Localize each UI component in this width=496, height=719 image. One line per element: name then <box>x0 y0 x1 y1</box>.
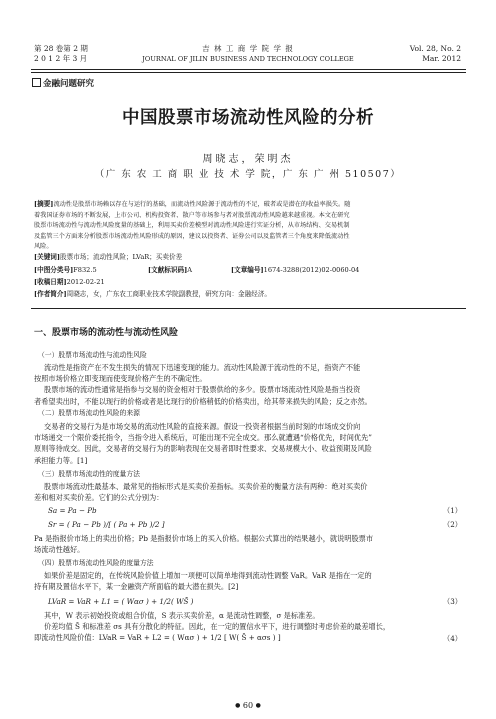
equation-number: （4） <box>443 634 462 643</box>
received-value: 2012-02-21 <box>66 278 105 286</box>
abstract-line: 及监管三个方面来分析股票市场流动性风险形成的原因，建议以投资者、证券公司以及监管者三个角度来降低流动性 <box>34 232 350 240</box>
text-line: 者希望卖出时，不能以现行的价格或者是比现行的价格稍低的价格卖出，给其带来损失的风险；反之亦然。 <box>34 396 372 406</box>
body-paragraph <box>34 481 464 503</box>
body-paragraph <box>34 610 464 644</box>
equation-number: （1） <box>443 506 462 515</box>
abstract-divider <box>31 308 466 309</box>
body-paragraph <box>34 421 464 466</box>
text-line: 其中，W 表示初始投资或组合价值，S 表示买卖价差，α 是流动性调整，σ 是标准差。 <box>44 611 320 620</box>
author-bio-label: [作者简介] <box>34 290 67 298</box>
abstract-line: 股票市场流动性与流动性风险度量的基础上，利用买卖价差模型对流动性风险进行实证分析，从市场结构、交易机制 <box>34 222 350 230</box>
abstract-line: 流动性是股票市场赖以存在与运行的基础，而流动性风险源于流动性的不足，破者或是潜在的收益率损失。随 <box>53 201 351 208</box>
body-paragraph <box>34 570 464 592</box>
text-line: 场流动性越好。 <box>34 545 85 555</box>
section-label-text: 金融问题研究 <box>43 79 95 89</box>
clc-value: F832.5 <box>73 266 97 274</box>
header-rule-thin <box>31 72 466 73</box>
text-line: 差和相对买卖价差。它们的公式分别为： <box>34 493 164 503</box>
article-number <box>231 265 359 276</box>
text-line: 持有期及置信水平下，某一金融资产所面临的最大潜在损失。[2] <box>34 582 239 592</box>
abstract-line: 着我国证券市场的不断发展，上市公司、机构投资者、散户等市场参与者对股票流动性风险越来越重视。本文在研究 <box>34 211 350 219</box>
document-code <box>148 265 192 276</box>
author-bio <box>34 289 271 300</box>
body-paragraph <box>34 362 464 407</box>
text-line: 交易者的交易行为是市场交易的流动性风险的直接来源。假设一投资者根据当前时刻的市场成交价向 <box>44 422 361 431</box>
section-heading: 一、股票市场的流动性与流动性风险 <box>34 328 179 338</box>
received-label: [收稿日期] <box>34 278 67 286</box>
keywords <box>34 252 182 263</box>
body-paragraph <box>34 533 464 555</box>
publication-date-cn: 2 0 1 2 年 3 月 <box>34 54 88 63</box>
classification-number <box>34 265 97 276</box>
text-line: 即流动性风险价值：LVaR = VaR + L2 = ( Wασ ) + 1/2 [ W( S̄ + ασs ) ] <box>34 633 281 643</box>
keywords-label: [关键词] <box>34 253 61 261</box>
header-rule-thick <box>31 69 466 70</box>
text-line: 价差均值 S̄ 和标准差 σs 具有分散化的特征。因此，在一定的置信水平下，进行调整时考虑价差的最差增长， <box>44 622 391 632</box>
text-line: 承担能力等。[1] <box>34 455 88 465</box>
article-number-label: [文章编号] <box>231 266 264 274</box>
journal-name-cn: 吉 林 工 商 学 院 学 报 <box>202 44 294 53</box>
subsection-heading: （二）股票市场流动性风险的来源 <box>38 409 140 417</box>
clc-label: [中图分类号] <box>34 266 74 274</box>
checkbox-square-icon <box>32 78 41 87</box>
subsection-heading: （三）股票市场流动性的度量方法 <box>38 470 140 478</box>
volume-issue: 第 28 卷第 2 期 <box>34 44 88 53</box>
equation-number: （2） <box>443 520 462 529</box>
doc-code-label: [文献标识码] <box>148 266 188 274</box>
keywords-text: 股票市场；流动性风险；LVaR；买卖价差 <box>60 253 183 261</box>
abstract <box>34 199 463 253</box>
author-names: 周晓志，荣明杰 <box>202 154 294 165</box>
page-number-value: 60 <box>242 701 254 710</box>
text-line: 流动性是指资产在不发生损失的情况下迅速变现的能力。流动性风险源于流动性的不足，指资产不能 <box>44 363 361 372</box>
author-affiliation: （广 东 农 工 商 职 业 技 术 学 院，广 东 广 州 510507） <box>94 169 402 180</box>
subsection-heading: （一）股票市场流动性与流动性风险 <box>38 351 147 359</box>
text-line: 股票市场的流动性通常是指参与交易的资金相对于股票供给的多少。股票市场流动性风险是指当投资 <box>44 385 361 395</box>
equation-2: Sr = ( Pa − Pb )/[ ( Pa + Pb )/2 ] <box>48 520 165 529</box>
volume-issue-en: Vol. 28, No. 2 <box>409 44 461 53</box>
journal-volume-en <box>410 44 461 64</box>
author-bio-text: 周晓志，女，广东农工商职业技术学院副教授，研究方向：金融经济。 <box>66 290 272 298</box>
abstract-line: 风险。 <box>34 243 53 251</box>
equation-number: （3） <box>443 597 462 606</box>
paper-title: 中国股票市场流动性风险的分析 <box>122 108 374 128</box>
section-label <box>32 77 94 89</box>
text-line: 股票市场流动性最基本、最常见的指标形式是买卖价差指标。买卖价差的衡量方法有两种：绝对买卖价 <box>44 482 368 491</box>
page-number: ● 60 ● <box>235 701 261 710</box>
text-line: 如果价差是固定的，在传统风险价值上增加一项便可以简单地得到流动性调整 VaR。VaR 是指在一定的 <box>44 571 372 580</box>
subsection-heading: （四）股票市场流动性风险的度量方法 <box>38 559 154 567</box>
publication-date-en: Mar. 2012 <box>422 54 461 63</box>
text-line: 原则等待成交。因此，交易者的交易行为的影响表现在交易者即时性要求、交易规模大小、收益预期及风险 <box>34 444 372 454</box>
abstract-label: [摘要] <box>34 200 54 208</box>
equation-1: Sa = Pa − Pb <box>48 506 97 515</box>
text-line: Pa 是指报价市场上的卖出价格；Pb 是指报价市场上的买入价格。根据公式算出的结果越小，就说明股票市 <box>34 534 374 543</box>
text-line: 市场递交一个限价委托指令，当指令进入系统后，可能出现不完全成交。那么就遭遇“价格优先，时间优先” <box>34 433 372 443</box>
received-date <box>34 277 105 288</box>
journal-name-en: JOURNAL OF JILIN BUSINESS AND TECHNOLOGY COLLEGE <box>142 55 354 63</box>
equation-3: LVaR = VaR + L1 = ( Wασ ) + 1/2( WS̄ ) <box>48 597 194 606</box>
doc-code-value: A <box>187 266 192 274</box>
article-number-value: 1674-3288(2012)02-0060-04 <box>263 266 360 274</box>
text-line: 按照市场价格立即变现而使变现价格产生的不确定性。 <box>34 374 207 384</box>
